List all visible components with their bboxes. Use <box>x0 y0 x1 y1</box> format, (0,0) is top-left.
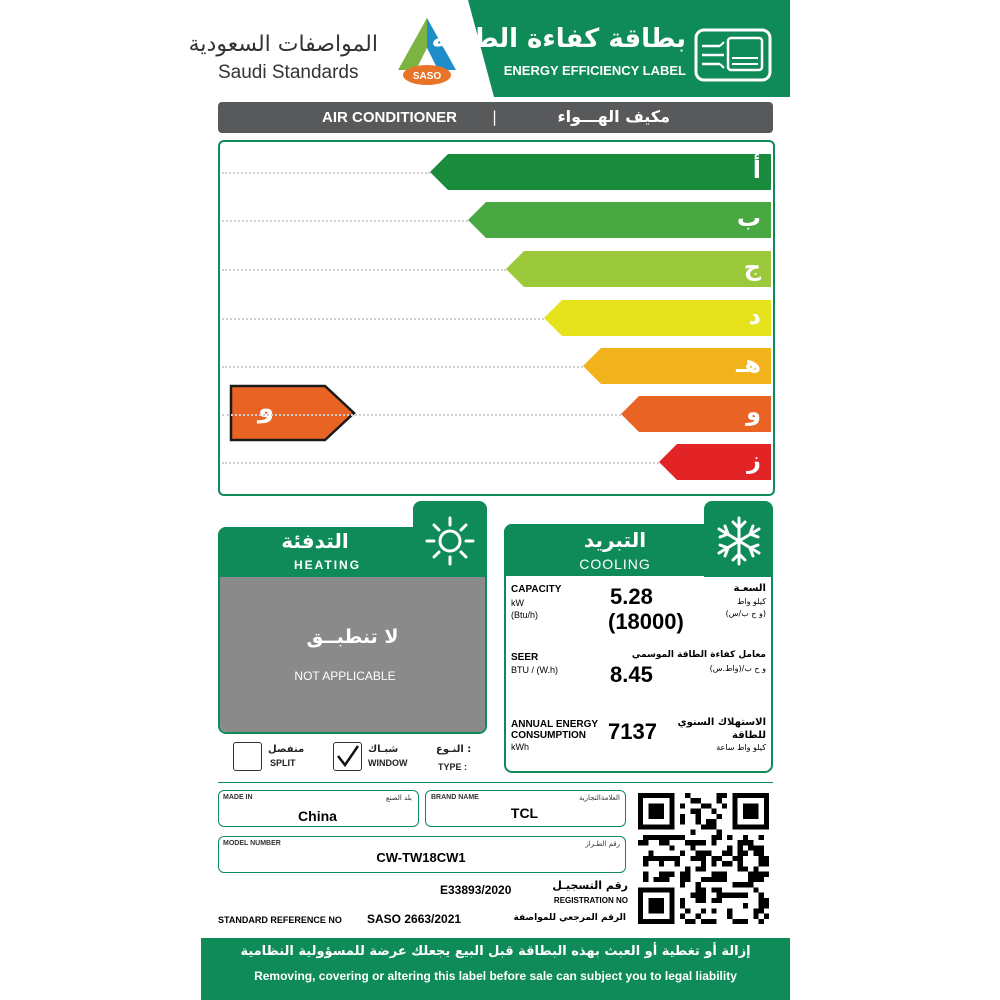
cooling-title-ar: التبريد <box>583 528 647 552</box>
scale-guide-line <box>222 220 468 222</box>
sun-icon <box>424 515 476 567</box>
annual-label-ar1: الاستهلاك السنوي <box>677 717 766 728</box>
cooling-title-en: COOLING <box>579 556 651 572</box>
scale-guide-line <box>222 366 583 368</box>
capacity-unit-ar2: (و ح ب/س) <box>725 609 766 618</box>
heating-status-ar: لا تنطبــق <box>306 626 399 648</box>
type-label-en: TYPE : <box>438 762 468 772</box>
rating-letter: و <box>258 394 275 424</box>
model-label: MODEL NUMBER <box>223 840 281 847</box>
efficiency-grade-letter: هـ <box>736 350 761 378</box>
capacity-unit-kw: kW <box>511 598 524 608</box>
efficiency-grade-letter: أ <box>752 156 761 184</box>
efficiency-grade-bar <box>544 300 771 336</box>
capacity-value-btu: (18000) <box>608 609 684 634</box>
efficiency-grade-bar <box>430 154 771 190</box>
saso-logo-text: SASO <box>412 71 442 82</box>
product-name-ar: مكيف الهـــواء <box>557 107 670 126</box>
snowflake-icon <box>713 515 765 567</box>
product-name-en: AIR CONDITIONER <box>322 109 457 126</box>
divider <box>218 782 773 783</box>
org-name-ar: المواصفات السعودية <box>188 32 378 57</box>
made-in-label: MADE IN <box>223 794 253 801</box>
brand-label-ar: العلامةالتجارية <box>578 794 620 802</box>
annual-value: 7137 <box>608 719 657 744</box>
made-in-label-ar: بلد الصنع <box>385 794 412 802</box>
scale-guide-line <box>222 269 506 271</box>
footer-warning-en: Removing, covering or altering this label before sale can subject you to legal liability <box>254 969 737 983</box>
label-title-en: ENERGY EFFICIENCY LABEL <box>503 63 686 78</box>
scale-guide-line <box>222 172 430 174</box>
window-checkbox[interactable] <box>333 742 362 771</box>
standard-value: SASO 2663/2021 <box>367 912 462 926</box>
split-label-ar: منفصل <box>268 744 305 755</box>
registration-label-en: REGISTRATION NO <box>553 896 628 905</box>
efficiency-grade-bar <box>583 348 771 384</box>
air-conditioner-icon <box>694 28 772 82</box>
split-label-en: SPLIT <box>270 758 296 768</box>
registration-value: E33893/2020 <box>440 883 512 897</box>
seer-unit-ar: و ح ب/(واط.س) <box>709 664 766 673</box>
heating-status-en: NOT APPLICABLE <box>294 669 396 683</box>
annual-label-2: CONSUMPTION <box>511 730 586 741</box>
efficiency-grade-letter: و <box>746 398 761 426</box>
model-label-ar: رقم الطـراز <box>585 840 620 848</box>
heating-not-applicable-area <box>220 577 485 732</box>
annual-unit: kWh <box>511 742 529 752</box>
efficiency-grade-letter: د <box>748 302 761 330</box>
brand-value: TCL <box>510 805 539 821</box>
product-separator: | <box>492 108 498 126</box>
scale-guide-line <box>222 462 659 464</box>
capacity-label-ar: السعـة <box>733 583 766 594</box>
org-name-en: Saudi Standards <box>218 62 359 83</box>
annual-unit-ar: كيلو واط ساعة <box>716 743 766 752</box>
efficiency-grade-letter: ب <box>736 204 761 232</box>
split-checkbox[interactable] <box>233 742 262 771</box>
annual-label-1: ANNUAL ENERGY <box>511 719 599 730</box>
model-value: CW-TW18CW1 <box>376 850 466 865</box>
registration-label-ar: رقم التسجيـل <box>552 879 628 892</box>
window-label-en: WINDOW <box>368 758 408 768</box>
seer-value: 8.45 <box>610 662 653 687</box>
standard-label-ar: الرقم المرجعي للمواصفة <box>513 913 626 923</box>
footer-warning-ar: إزالة أو تغطية أو العبث بهذه البطاقة قبل البيع يجعلك عرضة للمسؤولية النظامية <box>240 944 751 959</box>
brand-label: BRAND NAME <box>431 794 479 801</box>
efficiency-grade-bar <box>621 396 771 432</box>
made-in-value: China <box>298 808 337 824</box>
capacity-unit-ar1: كيلو واط <box>736 597 766 606</box>
window-label-ar: شبـاك <box>368 744 399 755</box>
type-label-ar: النـوع : <box>436 744 472 755</box>
capacity-label: CAPACITY <box>511 584 562 595</box>
seer-unit: BTU / (W.h) <box>511 665 558 675</box>
qr-code[interactable] <box>638 793 769 924</box>
seer-label: SEER <box>511 652 539 663</box>
standard-label-en: STANDARD REFERENCE NO <box>218 915 342 925</box>
scale-guide-line <box>222 414 621 416</box>
capacity-value-kw: 5.28 <box>610 584 653 609</box>
efficiency-grade-bar <box>506 251 771 287</box>
efficiency-grade-bar <box>659 444 771 480</box>
efficiency-grade-letter: ز <box>747 446 761 474</box>
heating-title-en: HEATING <box>293 558 362 572</box>
seer-label-ar: معامل كفاءة الطاقة الموسمي <box>631 650 766 660</box>
checkmark-icon <box>334 743 361 770</box>
label-title-ar: بطاقة كفاءة الطاقة <box>431 24 686 54</box>
scale-guide-line <box>222 318 544 320</box>
capacity-unit-btu: (Btu/h) <box>511 610 539 620</box>
heating-title-ar: التدفئة <box>281 529 349 553</box>
rating-indicator <box>229 384 357 442</box>
annual-label-ar2: للطاقة <box>732 730 766 741</box>
efficiency-grade-bar <box>468 202 771 238</box>
efficiency-grade-letter: ج <box>743 253 761 281</box>
